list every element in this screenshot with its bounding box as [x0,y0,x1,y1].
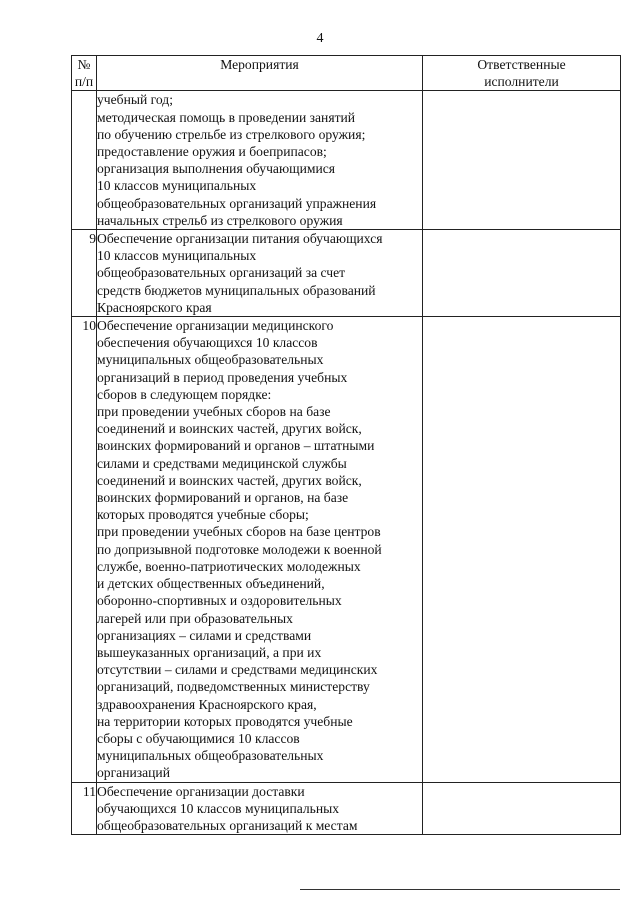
event-description [97,91,423,230]
event-text-line: 10 классов муниципальных [97,178,257,194]
event-text-line: Красноярского края [97,299,212,315]
event-text-line: муниципальных общеобразовательных [97,748,324,764]
table-row [72,230,621,317]
event-text-line: организаций в период проведения учебных [97,369,348,385]
row-number: 9 [72,230,97,317]
responsible-cell [423,230,621,317]
responsible-cell [423,782,621,835]
event-text-line: муниципальных общеобразовательных [97,352,324,368]
event-text-line: силами и средствами медицинской службы [97,455,347,471]
table-row [72,317,621,782]
header-responsible [423,56,621,91]
header-responsible-line1: Ответственные [477,57,566,72]
event-text-line: при проведении учебных сборов на базе центров [97,524,381,540]
event-text-line: службе, военно-патриотических молодежных [97,558,361,574]
table-header-row [72,56,621,91]
event-text-line: общеобразовательных организаций за счет [97,265,346,281]
row-number: 10 [72,317,97,782]
event-text-line: Обеспечение организации доставки [97,783,305,799]
event-text-line: воинских формирований и органов – штатными [97,438,375,454]
event-text-line: Обеспечение организации медицинского [97,318,334,334]
event-text-line: которых проводятся учебные сборы; [97,507,309,523]
event-text-line: Обеспечение организации питания обучающихся [97,231,383,247]
responsible-cell [423,91,621,230]
responsible-cell [423,317,621,782]
event-text-line: соединений и воинских частей, других войск, [97,421,362,437]
event-text-line: обеспечения обучающихся 10 классов [97,335,318,351]
event-description [97,317,423,782]
event-text-line: организациях – силами и средствами [97,627,312,643]
event-text-line: обучающихся 10 классов муниципальных [97,800,340,816]
event-text-line: здравоохранения Красноярского края, [97,696,317,712]
event-text-line: учебный год; [97,92,173,108]
event-text-line: по допризывной подготовке молодежи к военной [97,541,382,557]
event-text-line: общеобразовательных организаций упражнения [97,195,377,211]
table-body [72,91,621,835]
header-number-line1: № [77,57,91,72]
event-text-line: и детских общественных объединений, [97,576,325,592]
event-text-line: организация выполнения обучающимися [97,161,336,177]
event-text-line: по обучению стрельбе из стрелкового оружия; [97,126,366,142]
header-events [97,56,423,91]
event-description [97,782,423,835]
row-number [72,91,97,230]
event-text-line: общеобразовательных организаций к местам [97,817,358,833]
table-row [72,91,621,230]
event-text-line: лагерей или при образовательных [97,610,293,626]
event-text-line: 10 классов муниципальных [97,248,257,264]
page-number: 4 [316,31,324,46]
event-text-line: соединений и воинских частей, других войск, [97,472,362,488]
header-number-line2: п/п [74,74,94,90]
header-number [72,56,97,91]
event-text-line: при проведении учебных сборов на базе [97,404,331,420]
table-row [72,782,621,835]
event-text-line: воинских формирований и органов, на базе [97,490,349,506]
event-text-line: сборы с обучающимися 10 классов [97,730,300,746]
event-text-line: оборонно-спортивных и оздоровительных [97,593,342,609]
row-number: 11 [72,782,97,835]
event-text-line: методическая помощь в проведении занятий [97,109,356,125]
header-events-label: Мероприятия [220,57,299,72]
event-text-line: отсутствии – силами и средствами медицинских [97,662,378,678]
events-table [71,55,621,835]
event-text-line: организаций, подведомственных министерству [97,679,370,695]
event-text-line: начальных стрельб из стрелкового оружия [97,212,343,228]
event-text-line: на территории которых проводятся учебные [97,713,353,729]
event-text-line: предоставление оружия и боеприпасов; [97,144,327,160]
header-responsible-line2: исполнители [484,74,559,90]
event-text-line: средств бюджетов муниципальных образований [97,282,376,298]
event-text-line: сборов в следующем порядке: [97,386,272,402]
event-description [97,230,423,317]
event-text-line: вышеуказанных организаций, а при их [97,644,322,660]
event-text-line: организаций [97,765,170,781]
bottom-rule [300,889,620,890]
